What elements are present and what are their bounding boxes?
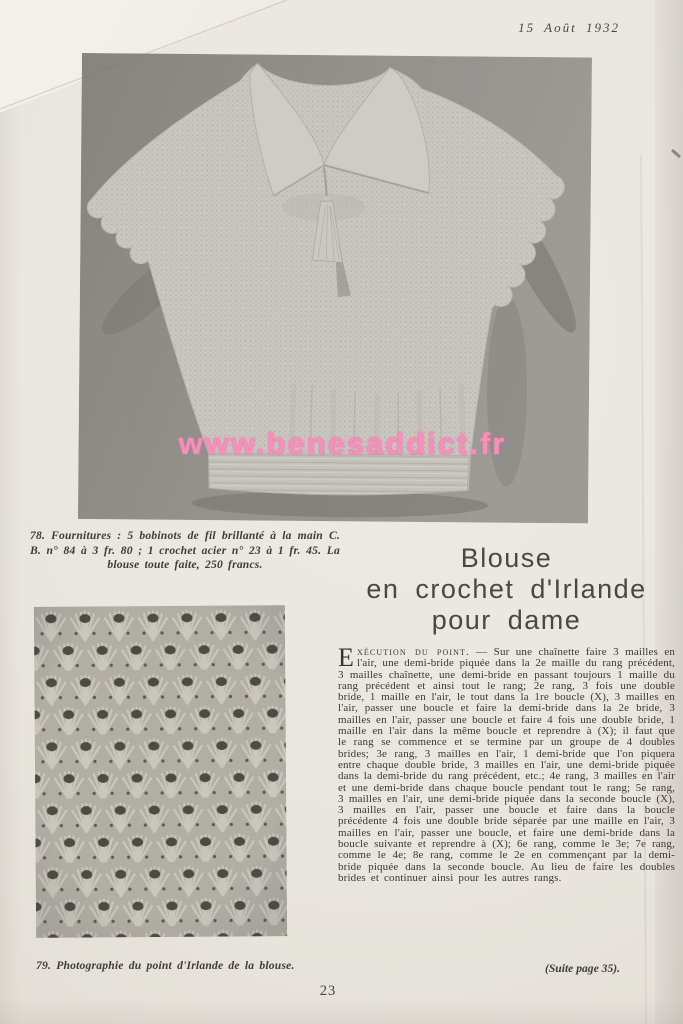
- issue-date: 15 Août 1932: [518, 20, 620, 35]
- title-line-3: pour dame: [431, 605, 582, 635]
- title-line-2: en crochet d'Irlande: [366, 574, 647, 604]
- photo-caption-stitch: 79. Photographie du point d'Irlande de la blouse.: [36, 959, 295, 972]
- title-line-1: Blouse: [460, 543, 553, 573]
- article-title: [338, 543, 675, 636]
- drop-cap: E: [338, 647, 355, 672]
- article-body-text: — Sur une chaînette faire 3 mailles en l'air, une demi-bride piquée dans la 2e maille du rang précédent, 3 mailles chaînette, une demi-bride en passant toujours 1 maille du rang précédent et ainsi tout le rang; 2e rang, 3 fois une double bride, 1 maille en l'air, le tout dans la 1re boucle (X), 3 mailles en l'air, passer une boucle et faire la demi-bride dans la 2e bride, 3 mailles en l'air, passer une boucle et faire 4 fois une double bride, 1 maille en l'air dans la même boucle et reprendre à (X); il faut que le rang se commence et se termine par un groupe de 4 doubles brides; 3e rang, 3 mailles en l'air, 1 demi-bride que l'on piquera entre chaque double bride, 3 mailles en l'air, une demi-bride piquée dans la demi-bride du rang précédent, etc.; 4e rang, 3 mailles en l'air et une demi-bride dans chaque boucle pendant tout le rang; 5e rang, 3 mailles en l'air, une demi-bride piquée dans la seconde boucle (X), 3 mailles en l'air, passer une boucle et faire dans la boucle précédente 4 fois une double bride séparée par une maille en l'air, 3 mailles en l'air, passer une boucle, et faire une demi-bride dans la boucle suivante et reprendre à (X); 6e rang, comme le 3e; 7e rang, comme le 4e; 8e rang, comme le 2e en commençant par la demi-bride piquée dans la seconde boucle. Au lieu de faire les doubles brides et continuer ainsi pour les autres rangs.: [338, 647, 675, 884]
- page-number: 23: [319, 983, 337, 999]
- stitch-photo: [34, 605, 287, 938]
- photo-caption-fournitures: 78. Fournitures : 5 bobinots de fil brillanté à la main C. B. n° 84 à 3 fr. 80 ; 1 crochet acier n° 23 à 1 fr. 45. La blouse toute faite, 250 francs.: [30, 529, 340, 572]
- stitch-illustration: [34, 605, 287, 938]
- article-paragraph: [338, 647, 675, 884]
- article-lead-in: xécution du point.: [357, 647, 470, 658]
- continuation-note: (Suite page 35).: [544, 962, 620, 975]
- article-body: [338, 647, 675, 962]
- watermark: www.benesaddict.fr: [178, 426, 507, 461]
